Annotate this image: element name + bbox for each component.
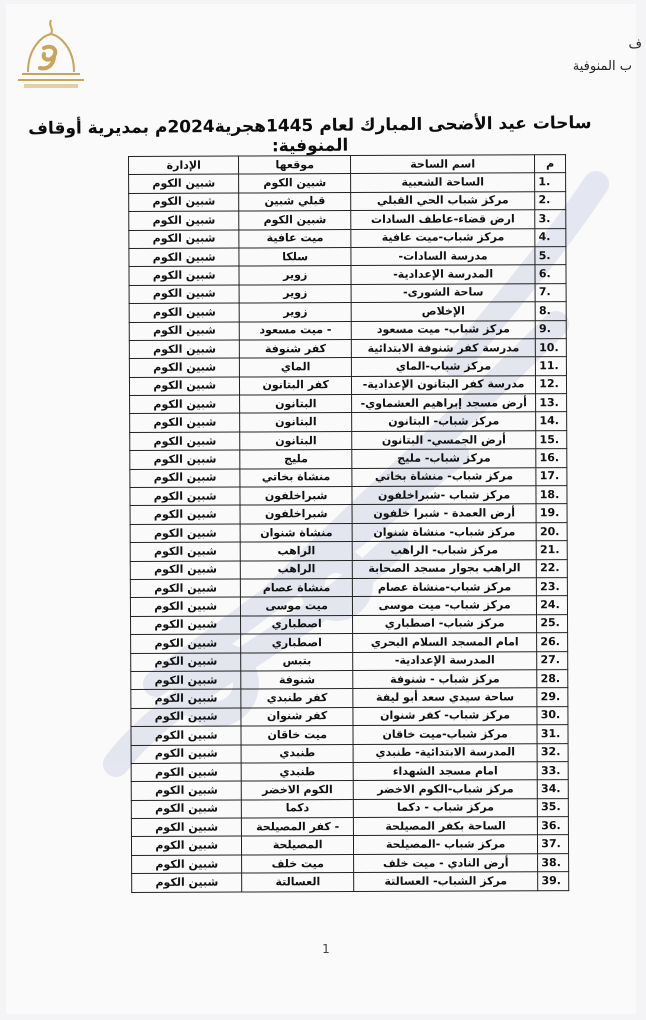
ground-name-cell: مدرسة كفر شنوفة الابتدائية <box>351 339 535 358</box>
administration-cell: شبين الكوم <box>130 450 240 469</box>
administration-cell: شبين الكوم <box>132 855 242 874</box>
row-number: 17. <box>536 467 567 486</box>
row-number: 35. <box>538 798 569 817</box>
table-row <box>129 302 566 322</box>
location-cell: الراهب <box>241 542 353 561</box>
ground-name-cell: مركز شباب- ميت مسعود <box>351 320 535 339</box>
administration-cell: شبين الكوم <box>131 763 241 782</box>
row-number: 6. <box>535 265 566 284</box>
location-cell: شبراخلفون <box>240 505 352 524</box>
administration-cell: شبين الكوم <box>129 211 239 230</box>
ground-name-cell: ساحة سيدي سعد أبو ليفة <box>353 688 537 707</box>
administration-cell: شبين الكوم <box>130 469 240 488</box>
table-row <box>130 449 567 469</box>
table-row <box>131 633 568 653</box>
ground-name-cell: الراهب بجوار مسجد الصحابة <box>352 559 536 578</box>
location-cell: البتانون <box>240 431 352 450</box>
row-number: 15. <box>536 430 567 449</box>
row-number: 13. <box>536 394 567 413</box>
location-cell: اصطباري <box>241 615 353 634</box>
location-cell: الماي <box>240 358 352 377</box>
location-cell: منشاة بخاتي <box>240 468 352 487</box>
ground-name-cell: الإخلاص <box>351 302 535 321</box>
location-cell: شبراخلفون <box>240 487 352 506</box>
ground-name-cell: الساحة بكفر المصيلحة <box>353 817 537 836</box>
table-row <box>131 817 568 837</box>
administration-cell: شبين الكوم <box>131 745 241 764</box>
ground-name-cell: مركز شباب-ميت خاقان <box>353 725 537 744</box>
administration-cell: شبين الكوم <box>131 616 241 635</box>
location-cell: - ميت مسعود <box>240 321 352 340</box>
ground-name-cell: ساحة الشورى- <box>351 283 535 302</box>
row-number: 34. <box>538 780 569 799</box>
table-row <box>130 394 567 414</box>
row-number: 19. <box>536 504 567 523</box>
table-row <box>131 725 568 745</box>
administration-cell: شبين الكوم <box>129 322 239 341</box>
awqaf-logo <box>8 14 94 98</box>
location-cell: البتانون <box>240 413 352 432</box>
row-number: 20. <box>536 522 567 541</box>
location-cell: شبين الكوم <box>239 211 351 230</box>
ground-name-cell: المدرسة الإعدادية- <box>353 651 537 670</box>
table-header-row <box>129 155 566 175</box>
table-row <box>129 228 566 248</box>
table-row <box>129 265 566 285</box>
location-cell: الكوم الاخضر <box>242 781 354 800</box>
ground-name-cell: مركز شباب-الكوم الاخضر <box>353 780 537 799</box>
table-row <box>129 338 566 358</box>
row-number: 1. <box>535 173 566 192</box>
table-row <box>131 670 568 690</box>
administration-cell: شبين الكوم <box>129 193 239 212</box>
ground-name-cell: مركز شباب- ميت موسى <box>352 596 536 615</box>
location-cell: منشاة عصام <box>241 579 353 598</box>
administration-cell: شبين الكوم <box>129 303 239 322</box>
location-cell: البتانون <box>240 395 352 414</box>
ground-name-cell: أرض مسجد إبراهيم العشماوي- <box>352 394 536 413</box>
row-number: 23. <box>537 578 568 597</box>
ground-name-cell: مركز شباب-منشاة عصام <box>352 578 536 597</box>
row-number: 10. <box>536 338 567 357</box>
page-title: ساحات عيد الأضحى المبارك لعام 1445هجرية2024م بمديرية أوقاف المنوفية: <box>28 113 592 157</box>
prayer-grounds-table-wrapper <box>128 154 569 893</box>
location-cell: زوير <box>239 266 351 285</box>
table-row <box>131 761 568 781</box>
administration-cell: شبين الكوم <box>131 653 241 672</box>
administration-cell: شبين الكوم <box>130 413 240 432</box>
location-cell: ميت خلف <box>242 854 354 873</box>
administration-cell: شبين الكوم <box>130 505 240 524</box>
row-number: 32. <box>537 743 568 762</box>
ground-name-cell: مركز شباب - شنوفة <box>353 670 537 689</box>
row-number: 14. <box>536 412 567 431</box>
table-row <box>130 596 567 616</box>
administration-cell: شبين الكوم <box>130 542 240 561</box>
table-row <box>131 614 568 634</box>
table-row <box>131 798 568 818</box>
ground-name-cell: أرض الجمسي- البتانون <box>352 431 536 450</box>
row-number: 33. <box>537 761 568 780</box>
ground-name-cell: مركز شباب-ميت عافية <box>351 228 535 247</box>
row-number: 5. <box>535 247 566 266</box>
row-number: 24. <box>537 596 568 615</box>
row-number: 9. <box>536 320 567 339</box>
ground-name-cell: مركز شباب- مليج <box>352 449 536 468</box>
location-cell: طنبدي <box>242 762 354 781</box>
table-body <box>129 173 569 892</box>
location-cell: كفر شنوان <box>241 707 353 726</box>
ground-name-cell: مركز شباب- البتانون <box>352 412 536 431</box>
administration-cell: شبين الكوم <box>130 524 240 543</box>
ground-name-cell: مركز شباب- منشاة بخاتي <box>352 467 536 486</box>
table-row <box>129 320 566 340</box>
table-row <box>132 853 569 873</box>
location-cell: سلكا <box>239 247 351 266</box>
ground-name-cell: مركز شباب - دكما <box>353 798 537 817</box>
row-number: 29. <box>537 688 568 707</box>
location-cell: منشاة شنوان <box>241 523 353 542</box>
ground-name-cell: الساحة الشعبية <box>351 173 535 192</box>
header-line-1: ف <box>628 37 642 52</box>
administration-cell: شبين الكوم <box>130 579 240 598</box>
row-number: 4. <box>535 228 566 247</box>
administration-cell: شبين الكوم <box>129 248 239 267</box>
prayer-grounds-table <box>128 154 569 893</box>
ground-name-cell: أرض النادي - ميت خلف <box>354 854 538 873</box>
table-row <box>130 486 567 506</box>
administration-cell: شبين الكوم <box>129 174 239 193</box>
location-cell: كفر البتانون <box>240 376 352 395</box>
table-row <box>130 522 567 542</box>
location-cell: شنوفة <box>241 670 353 689</box>
ground-name-cell: أرض العمدة - شبرا خلفون <box>352 504 536 523</box>
column-header-number: م <box>535 155 566 174</box>
table-row <box>130 467 567 487</box>
location-cell: ميت خاقان <box>241 726 353 745</box>
ground-name-cell: مركز شباب- منشاة شنوان <box>352 523 536 542</box>
administration-cell: شبين الكوم <box>129 285 239 304</box>
table-row <box>129 191 566 211</box>
ground-name-cell: مركز شباب- الراهب <box>352 541 536 560</box>
document-page <box>6 4 642 1014</box>
location-cell: طنبدي <box>241 744 353 763</box>
administration-cell: شبين الكوم <box>132 873 242 892</box>
ground-name-cell: ارض قضاء-عاطف السادات <box>351 210 535 229</box>
location-cell: اصطباري <box>241 634 353 653</box>
table-row <box>130 430 567 450</box>
row-number: 21. <box>536 541 567 560</box>
location-cell: زوير <box>240 303 352 322</box>
column-header-ground-name: اسم الساحة <box>351 155 535 174</box>
row-number: 3. <box>535 210 566 229</box>
administration-cell: شبين الكوم <box>129 266 239 285</box>
administration-cell: شبين الكوم <box>129 230 239 249</box>
table-row <box>132 872 569 892</box>
row-number: 22. <box>537 559 568 578</box>
administration-cell: شبين الكوم <box>130 395 240 414</box>
location-cell: زوير <box>239 284 351 303</box>
location-cell: قبلي شبين <box>239 192 351 211</box>
location-cell: دكما <box>242 799 354 818</box>
table-row <box>129 210 566 230</box>
row-number: 8. <box>535 302 566 321</box>
row-number: 28. <box>537 670 568 689</box>
row-number: 11. <box>536 357 567 376</box>
row-number: 39. <box>538 872 569 891</box>
table-row <box>131 780 568 800</box>
ground-name-cell: امام مسجد الشهداء <box>353 762 537 781</box>
administration-cell: شبين الكوم <box>131 781 241 800</box>
table-row <box>131 706 568 726</box>
ground-name-cell: مدرسة كفر البتانون الإعدادية- <box>351 375 535 394</box>
page-number: 1 <box>322 942 330 956</box>
table-row <box>131 651 568 671</box>
administration-cell: شبين الكوم <box>131 818 241 837</box>
row-number: 2. <box>535 191 566 210</box>
table-row <box>131 835 568 855</box>
administration-cell: شبين الكوم <box>130 432 240 451</box>
ground-name-cell: مركز شباب-الماي <box>351 357 535 376</box>
table-row <box>131 688 568 708</box>
ground-name-cell: مدرسة السادات- <box>351 247 535 266</box>
row-number: 38. <box>538 853 569 872</box>
location-cell: المصيلحة <box>242 836 354 855</box>
location-cell: ميت موسى <box>241 597 353 616</box>
administration-cell: شبين الكوم <box>131 708 241 727</box>
row-number: 31. <box>537 725 568 744</box>
administration-cell: شبين الكوم <box>129 358 239 377</box>
administration-cell: شبين الكوم <box>129 377 239 396</box>
location-cell: الراهب <box>241 560 353 579</box>
location-cell: بتبس <box>241 652 353 671</box>
table-row <box>130 412 567 432</box>
row-number: 25. <box>537 614 568 633</box>
location-cell: ميت عافية <box>239 229 351 248</box>
table-row <box>129 173 566 193</box>
table-row <box>130 578 567 598</box>
table-row <box>129 247 566 267</box>
administration-cell: شبين الكوم <box>131 726 241 745</box>
row-number: 16. <box>536 449 567 468</box>
location-cell: شبين الكوم <box>239 174 351 193</box>
row-number: 30. <box>537 706 568 725</box>
table-row <box>130 541 567 561</box>
column-header-administration: الإدارة <box>129 156 239 175</box>
administration-cell: شبين الكوم <box>131 671 241 690</box>
table-row <box>129 283 566 303</box>
row-number: 37. <box>538 835 569 854</box>
table-row <box>131 743 568 763</box>
table-row <box>130 559 567 579</box>
administration-cell: شبين الكوم <box>131 689 241 708</box>
table-row <box>130 504 567 524</box>
row-number: 18. <box>536 486 567 505</box>
location-cell: العسالتة <box>242 873 354 892</box>
location-cell: مليج <box>240 450 352 469</box>
administration-cell: شبين الكوم <box>130 487 240 506</box>
location-cell: كفر شنوفة <box>240 339 352 358</box>
row-number: 12. <box>536 375 567 394</box>
table-row <box>129 375 566 395</box>
administration-cell: شبين الكوم <box>131 836 241 855</box>
administration-cell: شبين الكوم <box>129 340 239 359</box>
administration-cell: شبين الكوم <box>131 634 241 653</box>
ground-name-cell: مركز الشباب- العسالتة <box>354 872 538 891</box>
ground-name-cell: مركز شباب -شبراخلفون <box>352 486 536 505</box>
ground-name-cell: المدرسة الابتدائية- طنبدي <box>353 743 537 762</box>
column-header-location: موقعها <box>239 156 351 175</box>
ground-name-cell: مركز شباب- اصطباري <box>353 614 537 633</box>
row-number: 27. <box>537 651 568 670</box>
location-cell: - كفر المصيلحة <box>242 818 354 837</box>
row-number: 26. <box>537 633 568 652</box>
administration-cell: شبين الكوم <box>130 597 240 616</box>
ground-name-cell: مركز شباب- كفر شنوان <box>353 706 537 725</box>
ground-name-cell: امام المسجد السلام البحري <box>353 633 537 652</box>
ground-name-cell: المدرسة الإعدادية- <box>351 265 535 284</box>
ground-name-cell: مركز شباب -المصيلحة <box>353 835 537 854</box>
table-row <box>129 357 566 377</box>
ground-name-cell: مركز شباب الحي القبلي <box>351 192 535 211</box>
administration-cell: شبين الكوم <box>131 800 241 819</box>
location-cell: كفر طنبدي <box>241 689 353 708</box>
header-line-2: ب المنوفية <box>572 59 632 74</box>
header-ministry-text <box>572 34 642 78</box>
row-number: 7. <box>535 283 566 302</box>
administration-cell: شبين الكوم <box>130 561 240 580</box>
row-number: 36. <box>538 817 569 836</box>
